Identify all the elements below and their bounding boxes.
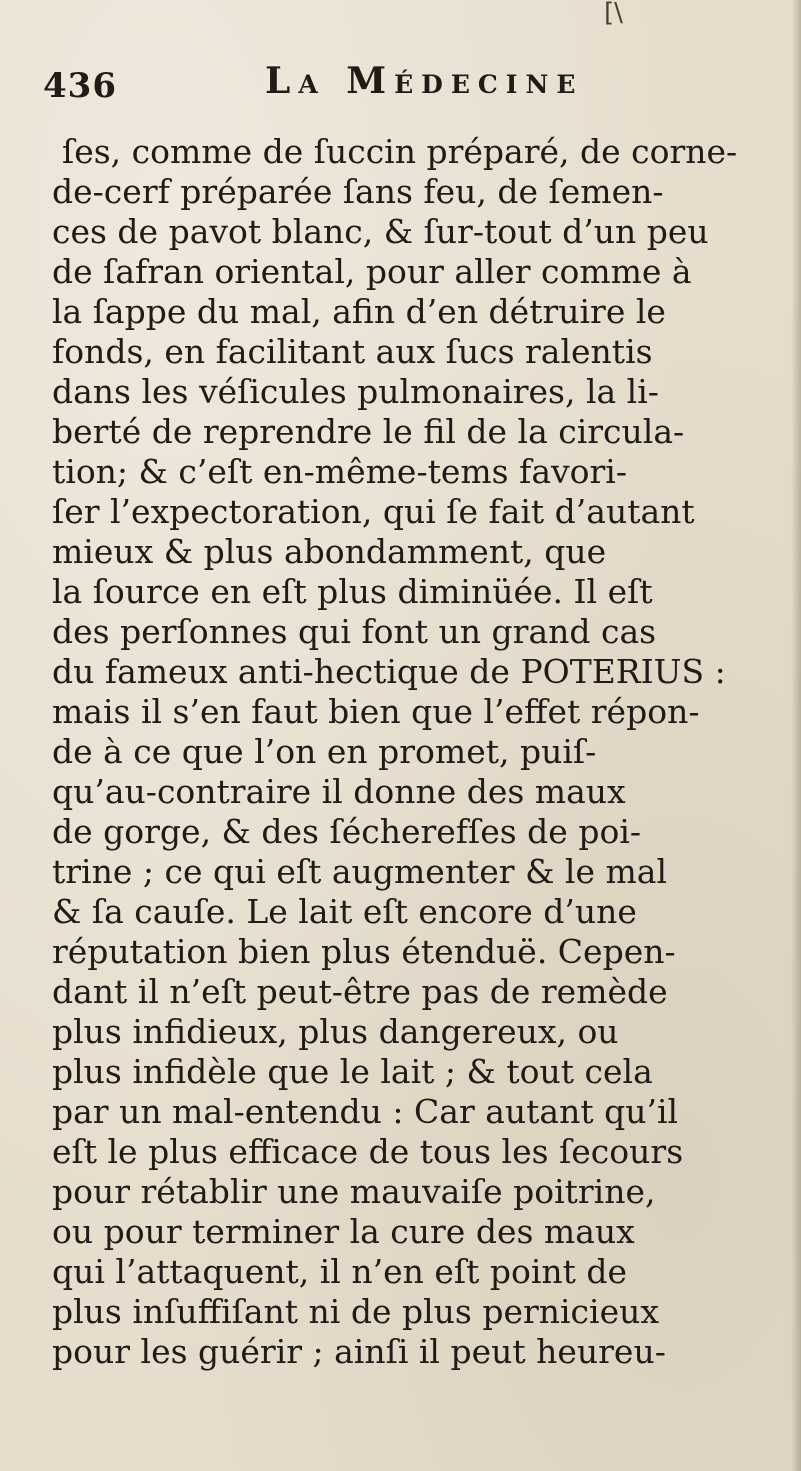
text-line: du fameux anti-hectique de POTERIUS :: [52, 652, 726, 691]
text-line: berté de reprendre le fil de la circula-: [52, 412, 685, 451]
text-line: de ſafran oriental, pour aller comme à: [52, 252, 692, 291]
page-edge-shadow: [791, 0, 801, 1471]
page-number: 436: [43, 66, 117, 106]
text-line: de-cerf préparée ſans feu, de ſemen-: [52, 172, 664, 211]
text-line: plus infidieux, plus dangereux, ou: [52, 1012, 619, 1051]
text-line: la ſource en eſt plus diminüée. Il eſt: [52, 572, 653, 611]
text-line: par un mal-entendu : Car autant qu’il: [52, 1092, 679, 1131]
text-line: eſt le plus efficace de tous les ſecours: [52, 1132, 684, 1171]
text-line: réputation bien plus étenduë. Cepen-: [52, 932, 676, 971]
text-line: ſes, comme de ſuccin préparé, de corne-: [62, 132, 738, 171]
text-line: ou pour terminer la cure des maux: [52, 1212, 635, 1251]
text-line: ſer l’expectoration, qui ſe fait d’autant: [52, 492, 695, 531]
text-line: plus inſuffiſant ni de plus pernicieux: [52, 1292, 659, 1331]
text-line: trine ; ce qui eſt augmenter & le mal: [52, 852, 668, 891]
text-line: de à ce que l’on en promet, puiſ-: [52, 732, 597, 771]
corner-mark: [\: [604, 0, 623, 28]
text-line: tion; & c’eſt en-même-tems favori-: [52, 452, 627, 491]
text-line: fonds, en facilitant aux ſucs ralentis: [52, 332, 653, 371]
page-header: [43, 60, 743, 104]
text-line: mais il s’en faut bien que l’effet répon-: [52, 692, 700, 731]
text-line: qu’au-contraire il donne des maux: [52, 772, 626, 811]
text-line: plus infidèle que le lait ; & tout cela: [52, 1052, 653, 1091]
text-line: & ſa cauſe. Le lait eſt encore d’une: [52, 892, 637, 931]
text-line: qui l’attaquent, il n’en eſt point de: [52, 1252, 628, 1291]
text-line: pour rétablir une mauvaiſe poitrine,: [52, 1172, 656, 1211]
text-line: des perſonnes qui font un grand cas: [52, 612, 657, 651]
text-line: dans les véſicules pulmonaires, la li-: [52, 372, 659, 411]
text-line: de gorge, & des ſécherefſes de poi-: [52, 812, 642, 851]
text-line: ces de pavot blanc, & ſur-tout d’un peu: [52, 212, 709, 251]
running-head: La Médecine: [265, 60, 584, 102]
text-line: pour les guérir ; ainſi il peut heureu-: [52, 1332, 666, 1371]
text-line: dant il n’eſt peut-être pas de remède: [52, 972, 668, 1011]
text-line: mieux & plus abondamment, que: [52, 532, 607, 571]
text-line: la ſappe du mal, afin d’en détruire le: [52, 292, 666, 331]
